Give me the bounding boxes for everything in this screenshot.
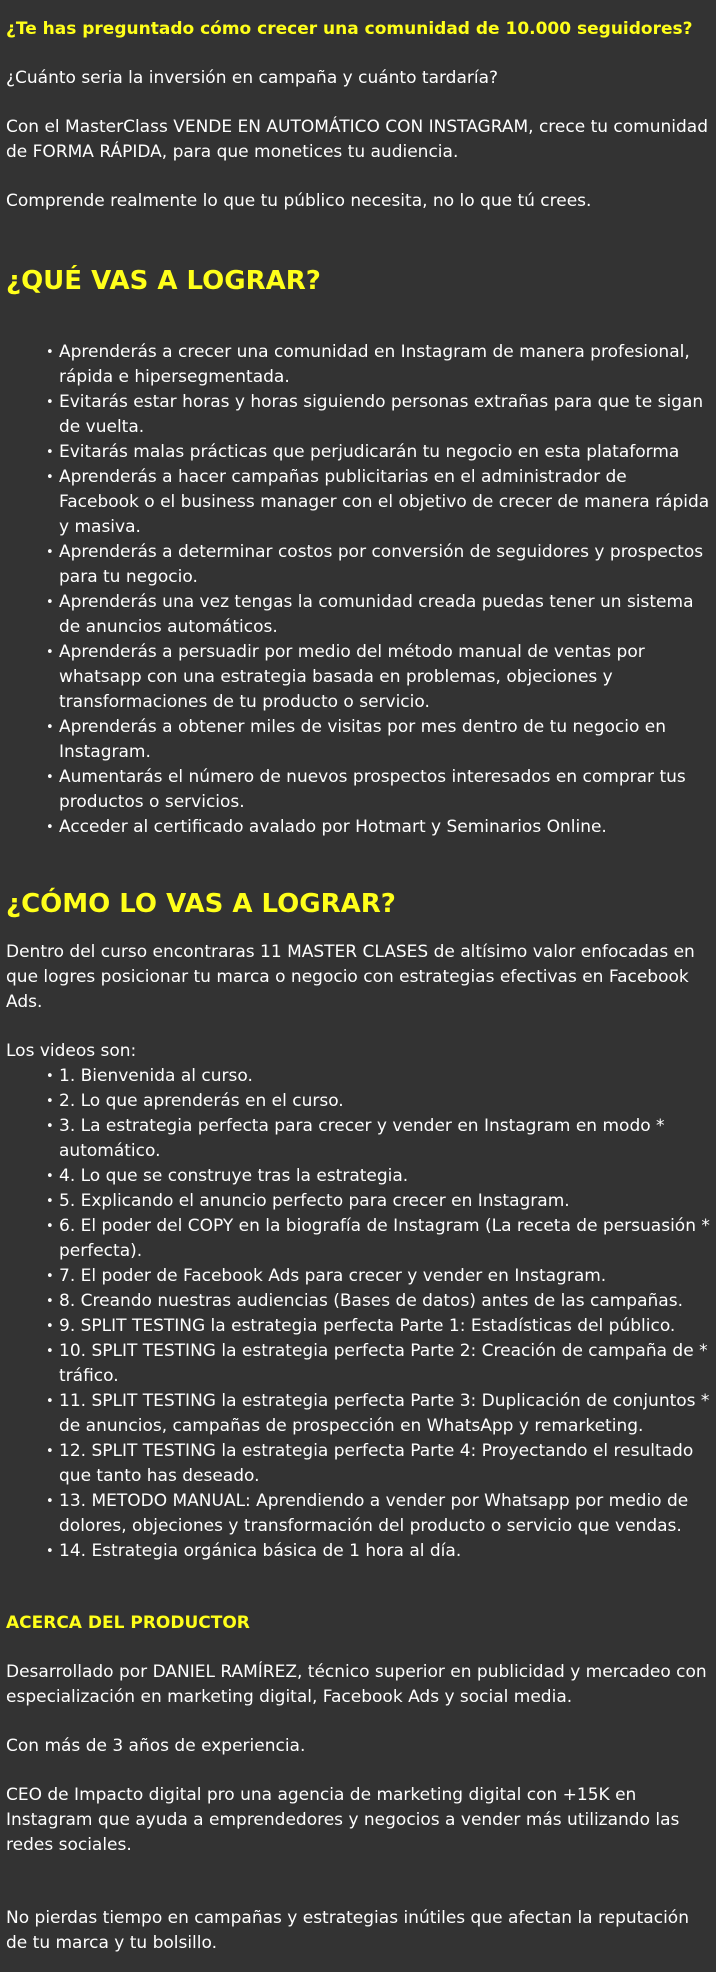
producer-ceo: CEO de Impacto digital pro una agencia de marketing digital con +15K en Instagram que ayuda a emprendedores y negocios a vender más utilizando las redes sociales. [6,1785,680,1855]
list-item: • Aprenderás a determinar costos por conversión de seguidores y prospectos para tu negocio. [6,540,710,590]
list-item: • Aprenderás a persuadir por medio del método manual de ventas por whatsapp con una estrategia basada en problemas, objeciones y transformaciones de tu producto o servicio. [6,640,710,715]
producer-experience: Con más de 3 años de experiencia. [6,1736,306,1756]
producer-developed: Desarrollado por DANIEL RAMÍREZ, técnico superior en publicidad y mercadeo con especialización en marketing digital, Facebook Ads y social media. [6,1662,707,1707]
videos-list [6,1064,710,1564]
producer-heading: ACERCA DEL PRODUCTOR [6,1613,250,1633]
list-item: • 6. El poder del COPY en la biografía de Instagram (La receta de persuasión * perfecta). [6,1214,710,1264]
how-heading: ¿CÓMO LO VAS A LOGRAR? [6,889,396,919]
intro-headline: ¿Te has preguntado cómo crecer una comunidad de 10.000 seguidores? [6,19,693,39]
list-item: • 4. Lo que se construye tras la estrategia. [6,1164,710,1189]
list-item: • 10. SPLIT TESTING la estrategia perfecta Parte 2: Creación de campaña de * tráfico. [6,1339,710,1389]
closing-text: No pierdas tiempo en campañas y estrategias inútiles que afectan la reputación de tu marca y tu bolsillo. [6,1908,689,1953]
list-item: • 9. SPLIT TESTING la estrategia perfecta Parte 1: Estadísticas del público. [6,1314,710,1339]
list-item: • Evitarás malas prácticas que perjudicarán tu negocio en esta plataforma [6,440,710,465]
intro-understand: Comprende realmente lo que tu público necesita, no lo que tú crees. [6,191,592,211]
list-item: • 8. Creando nuestras audiencias (Bases de datos) antes de las campañas. [6,1289,710,1314]
videos-label: Los videos son: [6,1041,137,1061]
list-item: • 1. Bienvenida al curso. [6,1064,710,1089]
list-item: • 14. Estrategia orgánica básica de 1 hora al día. [6,1539,710,1564]
list-item: • 13. METODO MANUAL: Aprendiendo a vender por Whatsapp por medio de dolores, objeciones y transformación del producto o servicio que vendas. [6,1489,710,1539]
list-item: • Aumentarás el número de nuevos prospectos interesados en comprar tus productos o servicios. [6,765,710,815]
list-item: • Evitarás estar horas y horas siguiendo personas extrañas para que te sigan de vuelta. [6,390,710,440]
intro-question: ¿Cuánto seria la inversión en campaña y cuánto tardaría? [6,68,499,88]
list-item: • 12. SPLIT TESTING la estrategia perfecta Parte 4: Proyectando el resultado que tanto has deseado. [6,1439,710,1489]
list-item: • Aprenderás a obtener miles de visitas por mes dentro de tu negocio en Instagram. [6,715,710,765]
achieve-heading: ¿QUÉ VAS A LOGRAR? [6,266,321,296]
list-item: • 7. El poder de Facebook Ads para crecer y vender en Instagram. [6,1264,710,1289]
list-item: • Aprenderás a hacer campañas publicitarias en el administrador de Facebook o el business manager con el objetivo de crecer de manera rápida y masiva. [6,465,710,540]
list-item: • 3. La estrategia perfecta para crecer y vender en Instagram en modo * automático. [6,1114,710,1164]
list-item: • Acceder al certificado avalado por Hotmart y Seminarios Online. [6,815,710,840]
list-item: • Aprenderás una vez tengas la comunidad creada puedas tener un sistema de anuncios automáticos. [6,590,710,640]
achieve-list [6,340,710,840]
list-item: • Aprenderás a crecer una comunidad en Instagram de manera profesional, rápida e hipersegmentada. [6,340,710,390]
how-description: Dentro del curso encontraras 11 MASTER CLASES de altísimo valor enfocadas en que logres posicionar tu marca o negocio con estrategias efectivas en Facebook Ads. [6,942,695,1012]
list-item: • 2. Lo que aprenderás en el curso. [6,1089,710,1114]
intro-masterclass: Con el MasterClass VENDE EN AUTOMÁTICO CON INSTAGRAM, crece tu comunidad de FORMA RÁPIDA, para que monetices tu audiencia. [6,117,709,162]
list-item: • 5. Explicando el anuncio perfecto para crecer en Instagram. [6,1189,710,1214]
list-item: • 11. SPLIT TESTING la estrategia perfecta Parte 3: Duplicación de conjuntos * de anuncios, campañas de prospección en WhatsApp y remarketing. [6,1389,710,1439]
